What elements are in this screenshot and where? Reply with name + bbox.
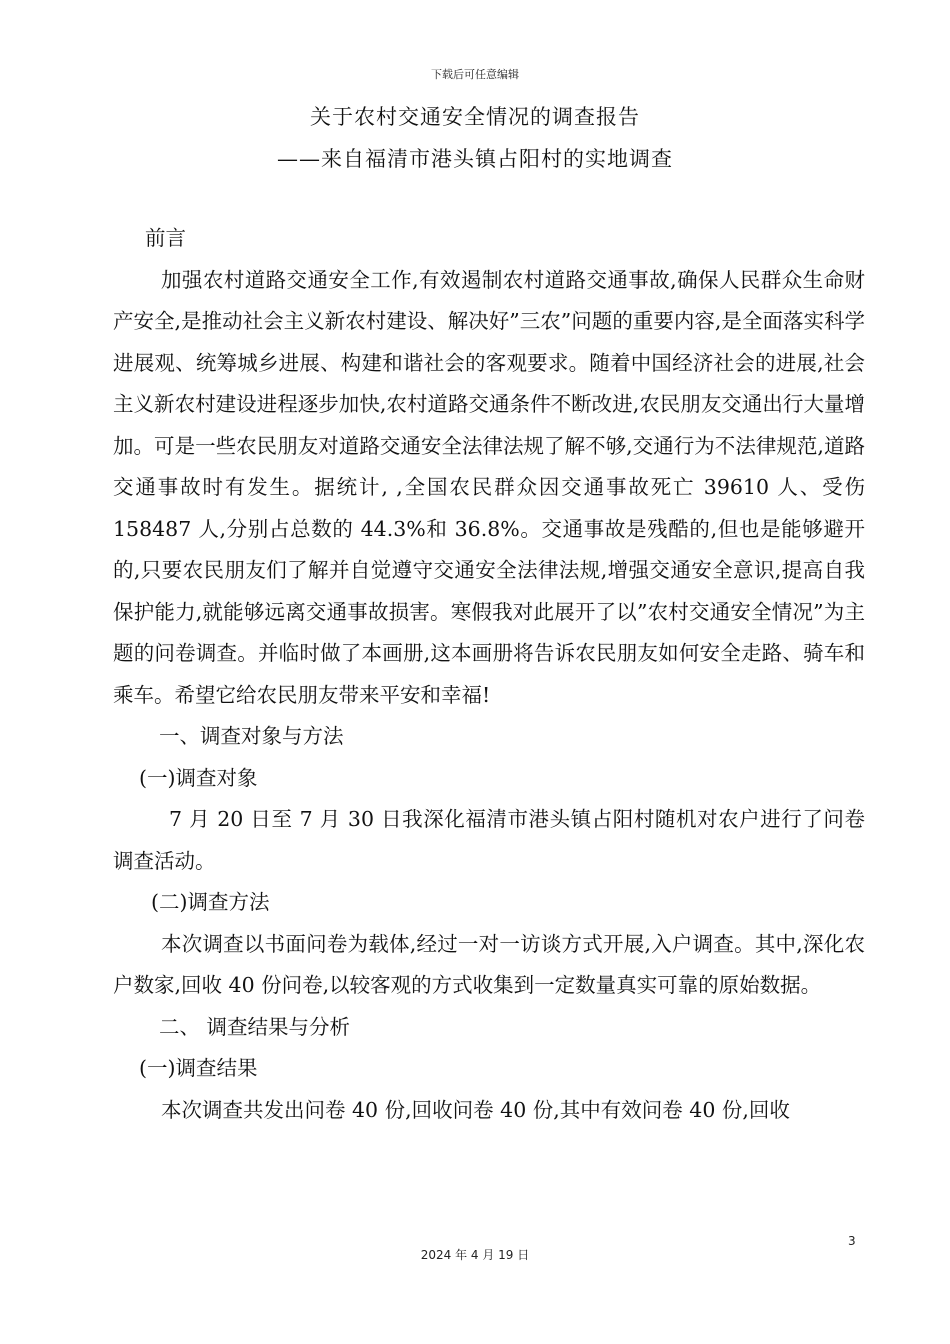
section-1-2-paragraph: 本次调查以书面问卷为载体,经过一对一访谈方式开展,入户调查。其中,深化农户数家,回收 40 份问卷,以较客观的方式收集到一定数量真实可靠的原始数据。 [113,931,865,997]
report-title: 关于农村交通安全情况的调查报告 [310,105,640,129]
section-2-heading: 二、 调查结果与分析 [159,1014,351,1039]
preface-heading: 前言 [145,226,186,250]
footer-date: 2024 年 4 月 19 日 [420,1248,530,1262]
section-2-1-heading: (一)调查结果 [139,1056,258,1080]
section-1-1-heading: (一)调查对象 [139,765,258,790]
section-1-2-heading: (二)调查方法 [151,890,270,914]
preface-paragraph: 加强农村道路交通安全工作,有效遏制农村道路交通事故,确保人民群众生命财产安全,是推动社会主义新农村建设、解决好”三农”问题的重要内容,是全面落实科学进展观、统筹城乡进展、构建和谐社会的客观要求。随着中国经济社会的进展,社会主义新农村建设进程逐步加快,农村道路交通条件不断改进,农民朋友交通出行大量增加。可是一些农民朋友对道路交通安全法律法规了解不够,交通行为不法律规范,道路交通事故时有发生。据统计, ,全国农民群众因交通事故死亡 39610 人、受伤 158487 人,分别占总数的 44.3%和 36.8%。交通事故是残酷的,但也是能够避开的,只要农民朋友们了解并自觉遵守交通安全法律法规,增强交通安全意识,提高自我保护能力,就能够远离交通事故损害。寒假我对此展开了以”农村交通安全情况”为主题的问卷调查。并临时做了本画册,这本画册将告诉农民朋友如何安全走路、骑车和乘车。希望它给农民朋友带来平安和幸福! [113,267,865,707]
page-header-note: 下载后可任意编辑 [431,68,519,81]
report-subtitle: ——来自福清市港头镇占阳村的实地调查 [277,147,673,171]
section-2-1-paragraph: 本次调查共发出问卷 40 份,回收问卷 40 份,其中有效问卷 40 份,回收 [161,1097,790,1122]
section-1-heading: 一、调查对象与方法 [159,724,344,748]
document-body [113,218,865,1131]
section-1-1-paragraph: 7 月 20 日至 7 月 30 日我深化福清市港头镇占阳村随机对农户进行了问卷调查活动。 [113,807,865,873]
page-number: 3 [848,1234,856,1248]
